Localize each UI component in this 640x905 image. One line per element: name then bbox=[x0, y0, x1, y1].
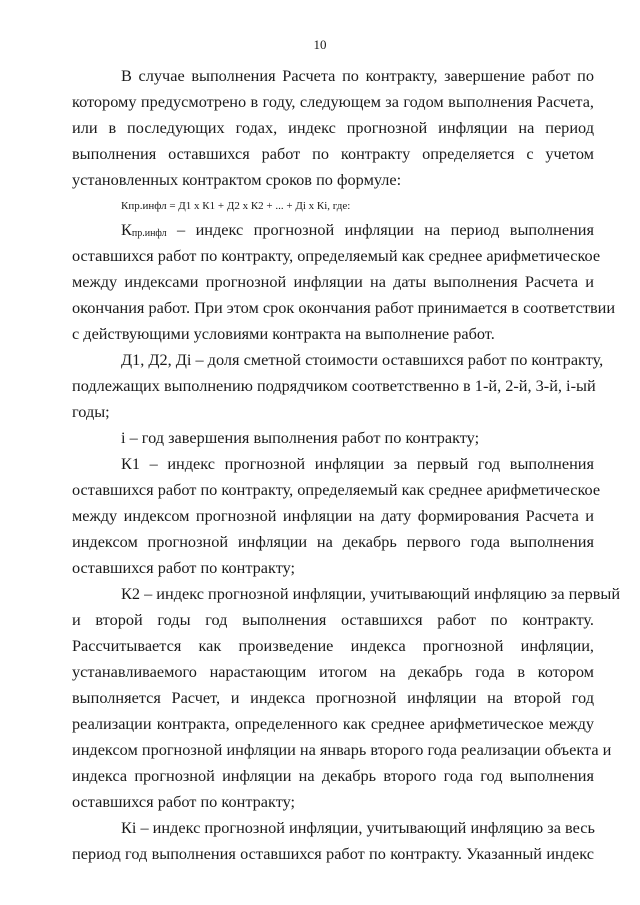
definition-line bbox=[121, 220, 594, 240]
text-line: которому предусмотрено в году, следующем за годом выполнения Расчета, bbox=[72, 92, 594, 111]
text-line: Рассчитывается как произведение индекса прогнозной инфляции, bbox=[72, 636, 594, 655]
symbol-subscript: пр.инфл bbox=[131, 228, 167, 239]
text-line: подлежащих выполнению подрядчиком соответственно в 1-й, 2-й, 3-й, i-ый bbox=[72, 376, 596, 395]
text-line: Кi – индекс прогнозной инфляции, учитывающий инфляцию за весь bbox=[121, 818, 595, 837]
text-line: устанавливаемого нарастающим итогом на декабрь года в котором bbox=[72, 662, 594, 681]
text-line: В случае выполнения Расчета по контракту, завершение работ по bbox=[121, 66, 594, 85]
text-line: выполнения оставшихся работ по контракту определяется с учетом bbox=[72, 144, 594, 163]
formula: Кпр.инфл = Д1 х К1 + Д2 х К2 + ... + Дi х Кi, где: bbox=[121, 200, 351, 212]
symbol-k: К bbox=[121, 220, 132, 239]
text-line: i – год завершения выполнения работ по контракту; bbox=[121, 428, 480, 447]
text-line: между индексами прогнозной инфляции на даты выполнения Расчета и bbox=[72, 272, 594, 291]
text-line: индекса прогнозной инфляции на декабрь второго года год выполнения bbox=[72, 766, 594, 785]
text-line: годы; bbox=[72, 402, 110, 421]
text-line: и второй годы год выполнения оставшихся работ по контракту. bbox=[72, 610, 594, 629]
text-line: Д1, Д2, Дi – доля сметной стоимости оставшихся работ по контракту, bbox=[121, 350, 604, 369]
text-line: оставшихся работ по контракту; bbox=[72, 792, 296, 811]
text-line: оставшихся работ по контракту, определяемый как среднее арифметическое bbox=[72, 246, 601, 265]
text-line: установленных контрактом сроков по формуле: bbox=[72, 170, 402, 189]
text-line: выполняется Расчет, и индекса прогнозной инфляции на второй год bbox=[72, 688, 594, 707]
text-line: К2 – индекс прогнозной инфляции, учитывающий инфляцию за первый bbox=[121, 584, 621, 603]
text-line: окончания работ. При этом срок окончания работ принимается в соответствии bbox=[72, 298, 616, 317]
text-line: индексом прогнозной инфляции на январь второго года реализации объекта и bbox=[72, 740, 612, 759]
text-line: индексом прогнозной инфляции на декабрь первого года выполнения bbox=[72, 532, 594, 551]
text-line: К1 – индекс прогнозной инфляции за первый год выполнения bbox=[121, 454, 594, 473]
text-line: или в последующих годах, индекс прогнозной инфляции на период bbox=[72, 118, 594, 137]
page-number: 10 bbox=[313, 37, 327, 52]
text-line: оставшихся работ по контракту; bbox=[72, 558, 296, 577]
text-line: с действующими условиями контракта на выполнение работ. bbox=[72, 324, 495, 343]
text-line: период год выполнения оставшихся работ по контракту. Указанный индекс bbox=[72, 844, 594, 863]
text-line: реализации контракта, определенного как среднее арифметическое между bbox=[72, 714, 594, 733]
text-line: – индекс прогнозной инфляции на период выполнения bbox=[166, 220, 594, 239]
text-line: между индексом прогнозной инфляции на дату формирования Расчета и bbox=[72, 506, 594, 525]
text-line: оставшихся работ по контракту, определяемый как среднее арифметическое bbox=[72, 480, 601, 499]
